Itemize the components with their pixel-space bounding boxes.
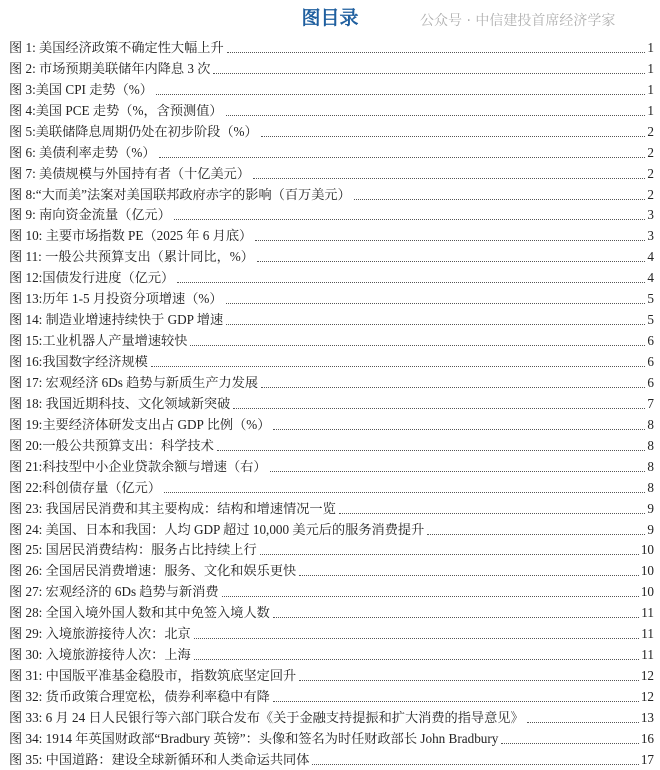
dot-leader bbox=[177, 282, 645, 283]
entry-page: 9 bbox=[647, 521, 654, 537]
entry-page: 2 bbox=[647, 144, 654, 160]
entry-page: 17 bbox=[640, 751, 654, 767]
entry-label: 图 17: 宏观经济 6Ds 趋势与新质生产力发展 bbox=[9, 374, 259, 390]
entry-label: 图 12:国债发行进度（亿元） bbox=[9, 270, 175, 286]
watermark: 公众号 · 中信建投首席经济学家 bbox=[420, 13, 616, 29]
entry-page: 6 bbox=[647, 354, 654, 369]
toc-entry[interactable] bbox=[9, 686, 654, 707]
toc-entry[interactable] bbox=[9, 435, 654, 456]
dot-leader bbox=[354, 199, 646, 200]
dot-leader bbox=[233, 408, 645, 409]
entry-label: 图 31: 中国版平准基金稳股市，指数筑底坚定回升 bbox=[9, 668, 297, 684]
entry-page: 2 bbox=[647, 186, 654, 202]
entry-label: 图 24: 美国、日本和我国：人均 GDP 超过 10,000 美元后的服务消费提升 bbox=[9, 521, 425, 537]
entry-page: 1 bbox=[647, 60, 654, 76]
entry-page: 3 bbox=[647, 228, 654, 244]
dot-leader bbox=[226, 324, 645, 325]
toc-entry[interactable] bbox=[9, 58, 654, 79]
entry-label: 图 5:美联储降息周期仍处在初步阶段（%） bbox=[9, 123, 258, 139]
entry-label: 图 9: 南向资金流量（亿元） bbox=[9, 207, 171, 223]
entry-label: 图 25: 国居民消费结构：服务占比持续上行 bbox=[9, 542, 257, 558]
entry-label: 图 21:科技型中小企业贷款余额与增速（右） bbox=[9, 458, 267, 474]
dot-leader bbox=[226, 115, 646, 116]
entry-label: 图 23: 我国居民消费和其主要构成：结构和增速情况一览 bbox=[9, 500, 336, 516]
toc-entry[interactable] bbox=[9, 246, 654, 267]
toc-entry[interactable] bbox=[9, 602, 654, 623]
toc-entry[interactable] bbox=[9, 581, 654, 602]
entry-label: 图 10: 主要市场指数 PE（2025 年 6 月底） bbox=[9, 228, 253, 244]
entry-page: 4 bbox=[647, 270, 654, 286]
entry-label: 图 4:美国 PCE 走势（%，含预测值） bbox=[9, 102, 223, 118]
dot-leader bbox=[260, 554, 639, 555]
entry-label: 图 15:工业机器人产量增速较快 bbox=[9, 333, 188, 349]
entry-label: 图 27: 宏观经济的 6Ds 趋势与新消费 bbox=[9, 584, 219, 600]
toc-entry[interactable] bbox=[9, 477, 654, 498]
dot-leader bbox=[255, 240, 645, 241]
entry-label: 图 20:一般公共预算支出：科学技术 bbox=[9, 437, 214, 453]
toc-entry[interactable] bbox=[9, 163, 654, 184]
dot-leader bbox=[226, 303, 646, 304]
toc-entry[interactable] bbox=[9, 644, 654, 665]
entry-label: 图 34: 1914 年英国财政部“Bradbury 英镑”：头像和签名为时任财政部长 John Bradbury bbox=[9, 730, 499, 746]
entry-label: 图 30: 入境旅游接待人次：上海 bbox=[9, 647, 191, 663]
entry-page: 6 bbox=[647, 333, 654, 349]
dot-leader bbox=[257, 261, 645, 262]
entry-label: 图 8:“大而美”法案对美国联邦政府赤字的影响（百万美元） bbox=[9, 186, 351, 202]
dot-leader bbox=[427, 534, 645, 535]
figure-list bbox=[9, 37, 654, 770]
entry-page: 8 bbox=[647, 458, 654, 474]
toc-entry[interactable] bbox=[9, 519, 654, 540]
entry-label: 图 32: 货币政策合理宽松，债券利率稳中有降 bbox=[9, 689, 270, 704]
entry-page: 10 bbox=[640, 563, 654, 579]
dot-leader bbox=[159, 157, 646, 158]
toc-entry[interactable] bbox=[9, 184, 654, 205]
toc-entry[interactable] bbox=[9, 456, 654, 477]
toc-entry[interactable] bbox=[9, 393, 654, 414]
entry-page: 4 bbox=[647, 249, 654, 265]
dot-leader bbox=[156, 94, 645, 95]
dot-leader bbox=[299, 575, 639, 576]
entry-page: 8 bbox=[647, 416, 654, 432]
dot-leader bbox=[227, 52, 646, 53]
entry-page: 9 bbox=[647, 500, 654, 516]
toc-entry[interactable] bbox=[9, 79, 654, 100]
entry-page: 11 bbox=[641, 647, 654, 663]
entry-page: 11 bbox=[641, 626, 654, 642]
dot-leader bbox=[190, 345, 645, 346]
toc-entry[interactable] bbox=[9, 309, 654, 330]
toc-entry[interactable] bbox=[9, 225, 654, 246]
entry-page: 6 bbox=[647, 374, 654, 390]
toc-entry[interactable] bbox=[9, 267, 654, 288]
entry-label: 图 18: 我国近期科技、文化领域新突破 bbox=[9, 395, 231, 411]
dot-leader bbox=[194, 638, 640, 639]
toc-entry[interactable] bbox=[9, 540, 654, 561]
toc-entry[interactable] bbox=[9, 142, 654, 163]
dot-leader bbox=[312, 764, 638, 765]
entry-page: 12 bbox=[640, 668, 654, 684]
entry-page: 1 bbox=[647, 39, 654, 55]
entry-page: 11 bbox=[641, 605, 654, 621]
entry-page: 1 bbox=[647, 102, 654, 118]
entry-label: 图 22:科创债存量（亿元） bbox=[9, 479, 162, 495]
entry-page: 8 bbox=[647, 437, 654, 453]
entry-page: 10 bbox=[640, 542, 654, 558]
toc-entry[interactable] bbox=[9, 665, 654, 686]
entry-label: 图 14: 制造业增速持续快于 GDP 增速 bbox=[9, 312, 224, 328]
entry-label: 图 29: 入境旅游接待人次：北京 bbox=[9, 626, 191, 642]
toc-entry[interactable] bbox=[9, 498, 654, 519]
entry-label: 图 35: 中国道路：建设全球新循环和人类命运共同体 bbox=[9, 751, 310, 767]
entry-page: 7 bbox=[647, 395, 654, 411]
dot-leader bbox=[164, 492, 645, 493]
dot-leader bbox=[527, 722, 639, 723]
entry-page: 2 bbox=[647, 123, 654, 139]
entry-label: 图 19:主要经济体研发支出占 GDP 比例（%） bbox=[9, 416, 271, 432]
dot-leader bbox=[261, 136, 646, 137]
dot-leader bbox=[299, 680, 639, 681]
entry-label: 图 16:我国数字经济规模 bbox=[9, 354, 148, 369]
toc-entry[interactable] bbox=[9, 100, 654, 121]
entry-label: 图 28: 全国入境外国人数和其中免签入境人数 bbox=[9, 605, 270, 621]
entry-label: 图 13:历年 1-5 月投资分项增速（%） bbox=[9, 291, 223, 307]
dot-leader bbox=[253, 178, 645, 179]
toc-entry[interactable] bbox=[9, 205, 654, 226]
dot-leader bbox=[273, 429, 645, 430]
dot-leader bbox=[194, 659, 640, 660]
dot-leader bbox=[273, 701, 639, 702]
entry-label: 图 6: 美债利率走势（%） bbox=[9, 144, 156, 160]
toc-entry[interactable] bbox=[9, 37, 654, 58]
dot-leader bbox=[339, 513, 646, 514]
toc-entry[interactable] bbox=[9, 372, 654, 393]
toc-entry[interactable] bbox=[9, 351, 654, 372]
dot-leader bbox=[261, 387, 645, 388]
entry-page: 13 bbox=[640, 709, 654, 725]
entry-label: 图 11: 一般公共预算支出（累计同比，%） bbox=[9, 249, 254, 265]
entry-page: 5 bbox=[647, 291, 654, 307]
entry-label: 图 26: 全国居民消费增速：服务、文化和娱乐更快 bbox=[9, 563, 297, 579]
dot-leader bbox=[222, 596, 639, 597]
dot-leader bbox=[213, 73, 645, 74]
toc-entry[interactable] bbox=[9, 288, 654, 309]
entry-label: 图 2: 市场预期美联储年内降息 3 次 bbox=[9, 60, 211, 76]
toc-entry[interactable] bbox=[9, 121, 654, 142]
entry-page: 8 bbox=[647, 479, 654, 495]
toc-entry[interactable] bbox=[9, 728, 654, 749]
entry-page: 16 bbox=[640, 730, 654, 746]
entry-label: 图 1: 美国经济政策不确定性大幅上升 bbox=[9, 39, 224, 55]
entry-label: 图 7: 美债规模与外国持有者（十亿美元） bbox=[9, 165, 251, 181]
entry-page: 3 bbox=[647, 207, 654, 223]
toc-entry[interactable] bbox=[9, 707, 654, 728]
entry-page: 12 bbox=[640, 689, 654, 704]
toc-title: 图目录 bbox=[301, 7, 359, 29]
dot-leader bbox=[151, 366, 646, 367]
dot-leader bbox=[501, 743, 638, 744]
entry-page: 10 bbox=[640, 584, 654, 600]
dot-leader bbox=[273, 617, 639, 618]
entry-page: 2 bbox=[647, 165, 654, 181]
toc-entry[interactable] bbox=[9, 623, 654, 644]
entry-label: 图 33: 6 月 24 日人民银行等六部门联合发布《关于金融支持提振和扩大消费的指导意见》 bbox=[9, 709, 524, 725]
dot-leader bbox=[270, 471, 646, 472]
toc-entry[interactable] bbox=[9, 749, 654, 770]
dot-leader bbox=[217, 450, 646, 451]
entry-page: 1 bbox=[647, 81, 654, 97]
entry-page: 5 bbox=[647, 312, 654, 328]
toc-entry[interactable] bbox=[9, 414, 654, 435]
toc-entry[interactable] bbox=[9, 560, 654, 581]
toc-entry[interactable] bbox=[9, 330, 654, 351]
dot-leader bbox=[174, 219, 645, 220]
entry-label: 图 3:美国 CPI 走势（%） bbox=[9, 81, 153, 97]
